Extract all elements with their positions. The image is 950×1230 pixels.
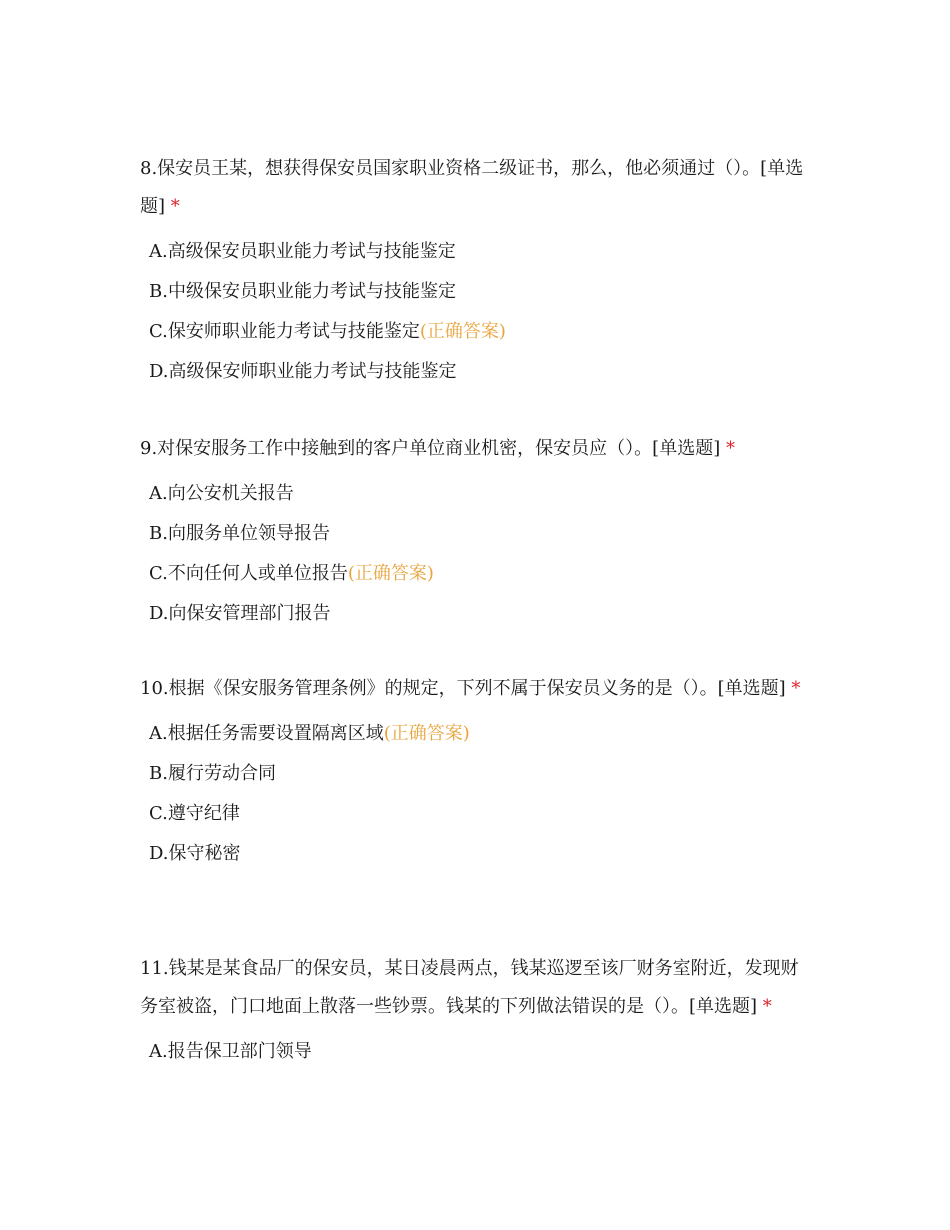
option-text: A.报告保卫部门领导	[149, 1041, 312, 1062]
option-a[interactable]	[149, 474, 805, 514]
question-stem	[140, 430, 805, 468]
option-list	[140, 714, 805, 874]
option-c[interactable]	[149, 554, 805, 594]
option-d[interactable]	[149, 352, 805, 392]
option-d[interactable]	[149, 834, 805, 874]
question-text: 8.保安员王某，想获得保安员国家职业资格二级证书，那么，他必须通过（）。[单选题]	[140, 158, 804, 217]
question-10	[140, 670, 805, 874]
option-b[interactable]	[149, 754, 805, 794]
required-mark: *	[725, 438, 735, 459]
option-text: C.遵守纪律	[149, 803, 240, 824]
option-list	[140, 1032, 805, 1072]
question-text: 10.根据《保安服务管理条例》的规定，下列不属于保安员义务的是（）。[单选题]	[140, 678, 786, 699]
option-text: B.履行劳动合同	[149, 763, 276, 784]
option-text: C.不向任何人或单位报告	[149, 563, 348, 584]
option-list	[140, 474, 805, 634]
question-11	[140, 950, 805, 1072]
correct-answer-tag: (正确答案)	[419, 321, 506, 342]
question-stem	[140, 670, 805, 708]
option-text: A.高级保安员职业能力考试与技能鉴定	[149, 241, 456, 262]
question-stem	[140, 950, 805, 1026]
option-d[interactable]	[149, 594, 805, 634]
question-8	[140, 150, 805, 392]
question-text: 11.钱某是某食品厂的保安员，某日凌晨两点，钱某巡逻至该厂财务室附近，发现财务室被盗，门口地面上散落一些钞票。钱某的下列做法错误的是（）。[单选题]	[140, 958, 799, 1017]
option-text: D.高级保安师职业能力考试与技能鉴定	[149, 361, 457, 382]
option-b[interactable]	[149, 272, 805, 312]
option-c[interactable]	[149, 794, 805, 834]
question-stem	[140, 150, 805, 226]
option-text: B.中级保安员职业能力考试与技能鉴定	[149, 281, 456, 302]
option-a[interactable]	[149, 714, 805, 754]
question-9	[140, 430, 805, 634]
required-mark: *	[791, 678, 801, 699]
option-list	[140, 232, 805, 392]
required-mark: *	[170, 196, 180, 217]
option-text: D.向保安管理部门报告	[149, 603, 331, 624]
option-c[interactable]	[149, 312, 805, 352]
correct-answer-tag: (正确答案)	[347, 563, 434, 584]
option-text: B.向服务单位领导报告	[149, 523, 330, 544]
option-b[interactable]	[149, 514, 805, 554]
option-a[interactable]	[149, 1032, 805, 1072]
required-mark: *	[762, 996, 772, 1017]
option-text: C.保安师职业能力考试与技能鉴定	[149, 321, 420, 342]
question-text: 9.对保安服务工作中接触到的客户单位商业机密，保安员应（）。[单选题]	[140, 438, 721, 459]
option-a[interactable]	[149, 232, 805, 272]
correct-answer-tag: (正确答案)	[383, 723, 470, 744]
option-text: A.根据任务需要设置隔离区域	[149, 723, 384, 744]
option-text: D.保守秘密	[149, 843, 241, 864]
option-text: A.向公安机关报告	[149, 483, 294, 504]
